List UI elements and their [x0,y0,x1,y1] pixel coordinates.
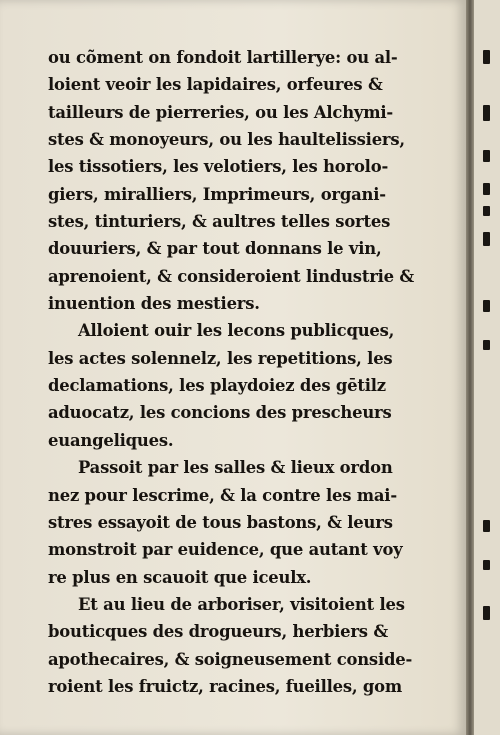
text-line: les tissotiers, les velotiers, les horolo- [48,157,389,177]
ink-mark [483,340,490,350]
text-line: euangeliques. [48,430,174,450]
text-line: roient les fruictz, racines, fueilles, gom [48,676,403,696]
text-line: stres essayoit de tous bastons, & leurs [48,512,393,532]
ink-mark [483,560,490,570]
text-line: loient veoir les lapidaires, orfeures & [48,75,383,95]
text-line: declamations, les playdoiez des gētilz [48,376,386,396]
text-line: aduocatz, les concions des prescheurs [48,403,392,423]
text-line: inuention des mestiers. [48,294,260,314]
text-line: stes, tinturiers, & aultres telles sortes [48,212,391,232]
ink-mark [483,520,490,532]
ink-mark [483,105,490,121]
text-line: les actes solennelz, les repetitions, les [48,348,393,368]
ink-mark [483,606,490,620]
text-line: giers, miralliers, Imprimeurs, organi- [48,184,386,204]
text-line: tailleurs de pierreries, ou les Alchymi- [48,102,394,122]
text-line: bouticques des drogueurs, herbiers & [48,622,388,642]
text-line: nez pour lescrime, & la contre les mai- [48,485,397,505]
text-line: stes & monoyeurs, ou les haultelissiers, [48,130,405,150]
text-line: re plus en scauoit que iceulx. [48,567,312,587]
ink-mark [483,50,490,64]
ink-mark [483,183,490,195]
text-line: Et au lieu de arboriser, visitoient les [78,594,405,614]
text-line: apothecaires, & soigneusement conside- [48,649,413,669]
ink-mark [483,300,490,312]
ink-mark [483,232,490,246]
text-line: ou cõment on fondoit lartillerye: ou al- [48,48,398,67]
ink-mark [483,150,490,162]
book-gutter [466,0,474,735]
text-line: Passoit par les salles & lieux ordon [78,458,393,478]
text-line: aprenoient, & consideroient lindustrie & [48,266,414,286]
ink-mark [483,206,490,216]
text-line: douuriers, & par tout donnans le vin, [48,239,382,259]
text-line: monstroit par euidence, que autant voy [48,540,403,560]
page-text [48,44,444,700]
text-line: Alloient ouir les lecons publicques, [78,321,395,341]
adjacent-page-edge [474,0,500,735]
